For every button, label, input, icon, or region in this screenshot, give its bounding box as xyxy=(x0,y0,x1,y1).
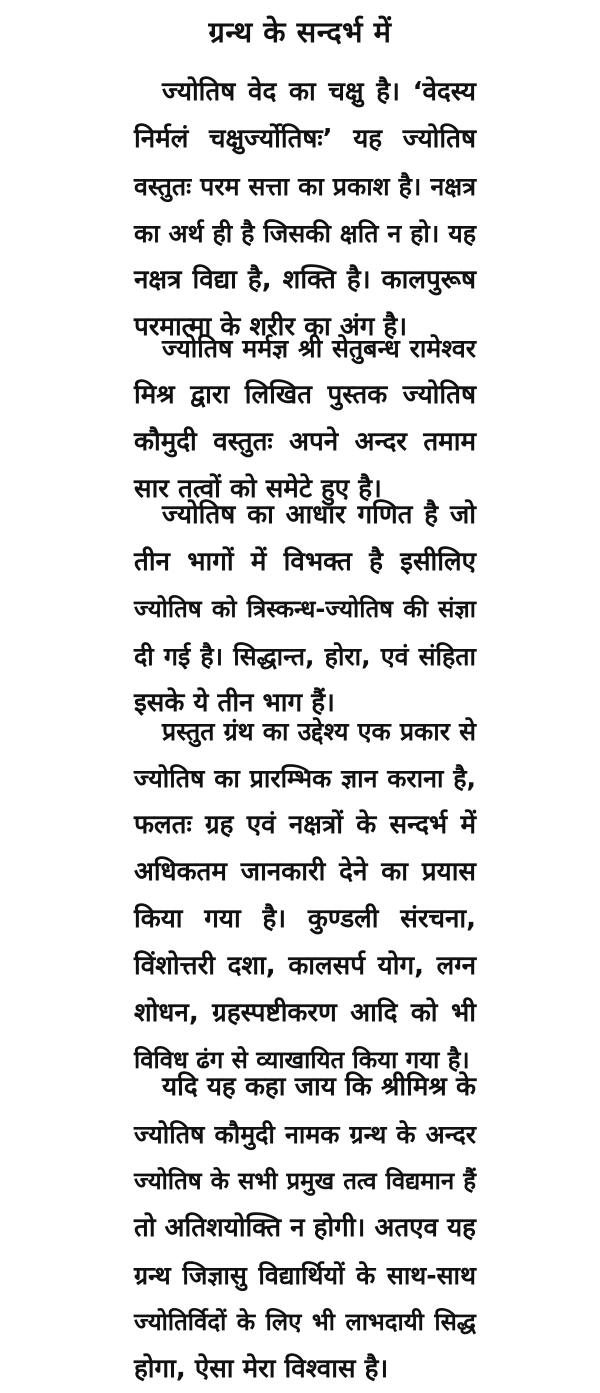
text-line: फलतः ग्रह एवं नक्षत्रों के सन्दर्भ में xyxy=(134,810,476,840)
text-line: कौमुदी वस्तुतः अपने अन्दर तमाम xyxy=(134,427,476,457)
text-line: यदि यह कहा जाय कि श्रीमिश्र के xyxy=(162,1072,476,1102)
text-line: दी गई है। सिद्धान्त, होरा, एवं संहिता xyxy=(134,642,476,671)
text-line: तीन भागों में विभक्त है इसीलिए xyxy=(134,547,476,577)
text-line: तो अतिशयोक्ति न होगी। अतएव यह xyxy=(134,1213,476,1243)
text-line: परमात्मा के शरीर का अंग है। xyxy=(134,312,408,342)
page-title: ग्रन्थ के सन्दर्भ में xyxy=(208,15,392,49)
paragraph xyxy=(134,492,476,727)
text-line: इसके ये तीन भाग हैं। xyxy=(134,688,335,718)
paragraph xyxy=(134,1064,476,1393)
paragraph xyxy=(134,708,476,1084)
text-line: मिश्र द्वारा लिखित पुस्तक ज्योतिष xyxy=(134,380,476,410)
text-line: वस्तुतः परम सत्ता का प्रकाश है। नक्षत्र xyxy=(134,172,476,201)
text-line: होगा, ऐसा मेरा विश्वास है। xyxy=(134,1354,389,1384)
text-line: विविध ढंग से व्याखायित किया गया है। xyxy=(134,1046,470,1074)
text-line: का अर्थ ही है जिसकी क्षति न हो। यह xyxy=(134,219,476,248)
text-line: अधिकतम जानकारी देने का प्रयास xyxy=(134,857,476,887)
text-line: ज्योतिष का प्रारम्भिक ज्ञान कराना है, xyxy=(134,764,476,793)
text-line: विंशोत्तरी दशा, कालसर्प योग, लग्न xyxy=(134,951,476,981)
paragraph xyxy=(134,69,476,351)
text-line: ज्योतिष को त्रिस्कन्ध-ज्योतिष की संज्ञा xyxy=(134,595,476,623)
text-line: शोधन, ग्रहस्पष्टीकरण आदि को भी xyxy=(134,998,476,1028)
text-line: प्रस्तुत ग्रंथ का उद्देश्य एक प्रकार से xyxy=(162,717,476,746)
paragraph xyxy=(134,325,476,513)
text-line: नक्षत्र विद्या है, शक्ति है। कालपुरूष xyxy=(134,265,476,295)
text-line: ज्योतिष का आधार गणित है जो xyxy=(162,500,476,530)
text-line: ज्योतिष कौमुदी नामक ग्रन्थ के अन्दर xyxy=(134,1120,476,1149)
text-line: ज्योतिष वेद का चक्षु है। ‘वेदस्य xyxy=(162,77,476,107)
text-line: ज्योतिष के सभी प्रमुख तत्व विद्यमान हैं xyxy=(134,1167,476,1195)
text-line: किया गया है। कुण्डली संरचना, xyxy=(134,904,476,934)
text-line: निर्मलं चक्षुर्ज्योतिषः’ यह ज्योतिष xyxy=(134,124,476,154)
text-line: ज्योतिष मर्मज्ञ श्री सेतुबन्ध रामेश्वर xyxy=(162,334,476,363)
text-line: सार तत्वों को समेटे हुए है। xyxy=(134,474,382,504)
text-line: ग्रन्थ जिज्ञासु विद्यार्थियों के साथ-साथ xyxy=(134,1261,476,1290)
text-line: ज्योतिर्विदों के लिए भी लाभदायी सिद्ध xyxy=(134,1308,476,1336)
